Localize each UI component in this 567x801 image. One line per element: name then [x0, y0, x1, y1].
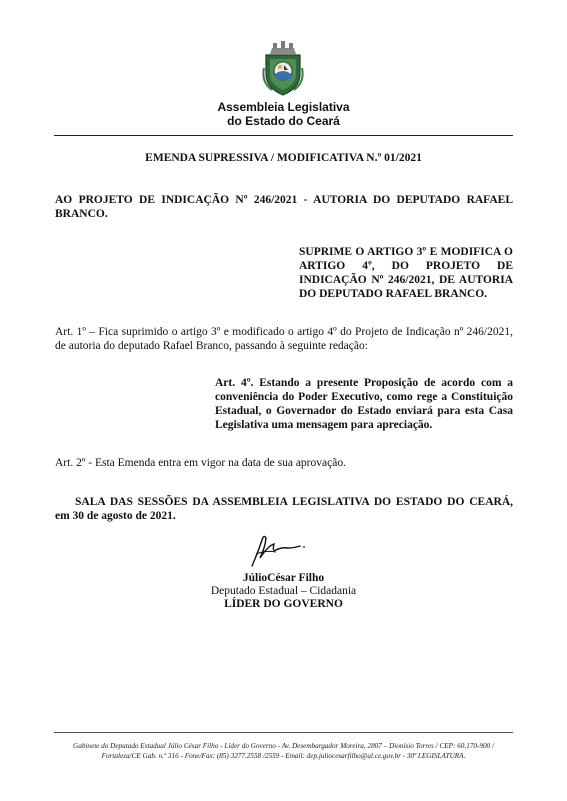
signatory-role: Deputado Estadual – Cidadania [210, 585, 357, 597]
signatory-name: JúlioCésar Filho [242, 572, 325, 584]
document-title: EMENDA SUPRESSIVA / MODIFICATIVA N.º 01/2021 [145, 152, 422, 164]
article-4-quote: Art. 4º. Estando a presente Proposição de acordo com a conveniência do Poder Executivo, como rege a Constituição Estadual, o Governador do Estado enviará para esta Casa Legislativa uma mensagem para apreciação. [215, 377, 513, 431]
footer-line1: Gabinete do Deputado Estadual Júlio César Filho - Líder do Governo - Av. Desembargador Moreira, 2807 – Dionísio Torres / CEP: 60.170-900 / [73, 742, 494, 750]
footer-line2: Fortaleza/CE Gab. n.º 316 - Fone/Fax: (85) 3277.2558 /2559 - Email: dep.juliocesarfilho@al.ce.gov.br - 30ª LEGISLATURA. [101, 752, 466, 760]
article-1: Art. 1º – Fica suprimido o artigo 3º e modificado o artigo 4º do Projeto de Indicação nº 246/2021, de autoria do deputado Rafael Branco, passando à seguinte redação: [55, 326, 513, 352]
signatory-title: LÍDER DO GOVERNO [224, 598, 343, 610]
document-subject: AO PROJETO DE INDICAÇÃO Nº 246/2021 - AUTORIA DO DEPUTADO RAFAEL BRANCO. [55, 194, 513, 220]
article-2: Art. 2º - Esta Emenda entra em vigor na data de sua aprovação. [55, 457, 346, 469]
ceara-state-coat-of-arms-icon [258, 38, 308, 98]
footer-divider [54, 732, 513, 733]
document-summary: SUPRIME O ARTIGO 3º E MODIFICA O ARTIGO 4º, DO PROJETO DE INDICAÇÃO Nº 246/2021, DE AUTORIA DO DEPUTADO RAFAEL BRANCO. [299, 246, 513, 300]
organization-name-line2: do Estado do Ceará [227, 114, 340, 128]
closing-statement: SALA DAS SESSÕES DA ASSEMBLEIA LEGISLATIVA DO ESTADO DO CEARÁ, em 30 de agosto de 2021. [55, 496, 513, 522]
signature-image [246, 532, 310, 568]
organization-name-line1: Assembleia Legislativa [217, 100, 350, 114]
header-divider [54, 135, 513, 136]
